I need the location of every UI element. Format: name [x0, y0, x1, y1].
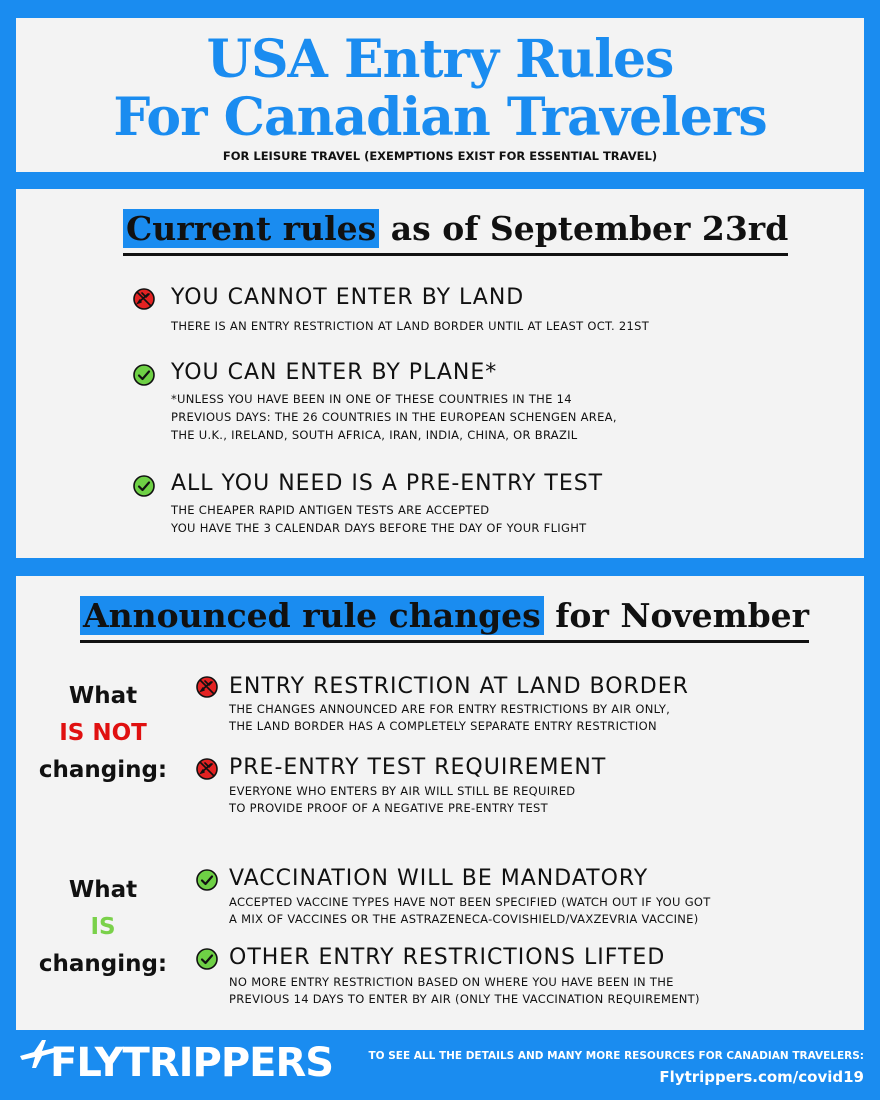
no-plane-icon — [196, 676, 218, 698]
page-title-line-2: For Canadian Travelers — [113, 87, 767, 148]
change-desc-vaccination-2: A MIX OF VACCINES OR THE ASTRAZENECA-COVISHIELD/VAXZEVRIA VACCINE) — [229, 912, 699, 926]
not-changing-label-line-2: IS NOT — [59, 720, 147, 746]
check-icon — [196, 869, 218, 891]
logo-text: FLYTRIPPERS — [50, 1040, 334, 1086]
change-desc-land-border-1: THE CHANGES ANNOUNCED ARE FOR ENTRY RESTRICTIONS BY AIR ONLY, — [229, 702, 671, 716]
rule-desc-plane-3: THE U.K., IRELAND, SOUTH AFRICA, IRAN, INDIA, CHINA, OR BRAZIL — [171, 428, 578, 442]
footer-note: TO SEE ALL THE DETAILS AND MANY MORE RESOURCES FOR CANADIAN TRAVELERS: — [368, 1050, 864, 1062]
announced-changes-panel — [16, 576, 864, 1030]
change-title-land-border: ENTRY RESTRICTION AT LAND BORDER — [229, 674, 689, 699]
check-icon — [133, 364, 155, 386]
rule-desc-plane-1: *UNLESS YOU HAVE BEEN IN ONE OF THESE COUNTRIES IN THE 14 — [171, 392, 572, 406]
check-icon — [133, 475, 155, 497]
change-desc-restrictions-lifted-1: NO MORE ENTRY RESTRICTION BASED ON WHERE YOU HAVE BEEN IN THE — [229, 975, 674, 989]
rule-desc-plane-2: PREVIOUS DAYS: THE 26 COUNTRIES IN THE EUROPEAN SCHENGEN AREA, — [171, 410, 617, 424]
rule-desc-test-1: THE CHEAPER RAPID ANTIGEN TESTS ARE ACCEPTED — [171, 503, 490, 517]
rule-title-plane: YOU CAN ENTER BY PLANE* — [171, 360, 498, 385]
change-desc-restrictions-lifted-2: PREVIOUS 14 DAYS TO ENTER BY AIR (ONLY THE VACCINATION REQUIREMENT) — [229, 992, 700, 1006]
change-desc-pre-entry-test-2: TO PROVIDE PROOF OF A NEGATIVE PRE-ENTRY TEST — [229, 801, 548, 815]
rule-desc-test-2: YOU HAVE THE 3 CALENDAR DAYS BEFORE THE DAY OF YOUR FLIGHT — [171, 521, 587, 535]
change-desc-land-border-2: THE LAND BORDER HAS A COMPLETELY SEPARATE ENTRY RESTRICTION — [229, 719, 657, 733]
page-subtitle: FOR LEISURE TRAVEL (EXEMPTIONS EXIST FOR ESSENTIAL TRAVEL) — [222, 149, 658, 163]
rule-title-land: YOU CANNOT ENTER BY LAND — [171, 285, 525, 310]
announced-heading-rest: for November — [543, 596, 810, 635]
page-title-line-1: USA Entry Rules — [206, 29, 674, 90]
is-changing-label — [28, 872, 178, 983]
change-title-vaccination: VACCINATION WILL BE MANDATORY — [229, 866, 649, 891]
not-changing-label — [28, 678, 178, 789]
flytrippers-logo — [18, 1038, 338, 1092]
current-rules-heading-rest: as of September 23rd — [379, 209, 789, 248]
is-changing-label-line-3: changing: — [38, 951, 168, 977]
current-rules-heading — [123, 209, 788, 256]
announced-heading-highlight: Announced rule changes — [80, 596, 544, 635]
change-desc-vaccination-1: ACCEPTED VACCINE TYPES HAVE NOT BEEN SPECIFIED (WATCH OUT IF YOU GOT — [229, 895, 711, 909]
current-rules-panel — [16, 189, 864, 558]
not-changing-label-line-3: changing: — [38, 757, 168, 783]
title-panel — [16, 18, 864, 172]
no-plane-icon — [133, 288, 155, 310]
change-title-pre-entry-test: PRE-ENTRY TEST REQUIREMENT — [229, 755, 607, 780]
change-desc-pre-entry-test-1: EVERYONE WHO ENTERS BY AIR WILL STILL BE REQUIRED — [229, 784, 576, 798]
not-changing-label-line-1: What — [68, 683, 138, 709]
rule-title-test: ALL YOU NEED IS A PRE-ENTRY TEST — [171, 471, 604, 496]
footer-link[interactable]: Flytrippers.com/covid19 — [659, 1068, 864, 1086]
rule-desc-land-1: THERE IS AN ENTRY RESTRICTION AT LAND BORDER UNTIL AT LEAST OCT. 21ST — [171, 319, 650, 333]
is-changing-label-line-2: IS — [90, 914, 116, 940]
change-title-restrictions-lifted: OTHER ENTRY RESTRICTIONS LIFTED — [229, 945, 666, 970]
check-icon — [196, 948, 218, 970]
announced-changes-heading — [80, 596, 809, 643]
is-changing-label-line-1: What — [68, 877, 138, 903]
current-rules-heading-highlight: Current rules — [123, 209, 379, 248]
no-plane-icon — [196, 758, 218, 780]
